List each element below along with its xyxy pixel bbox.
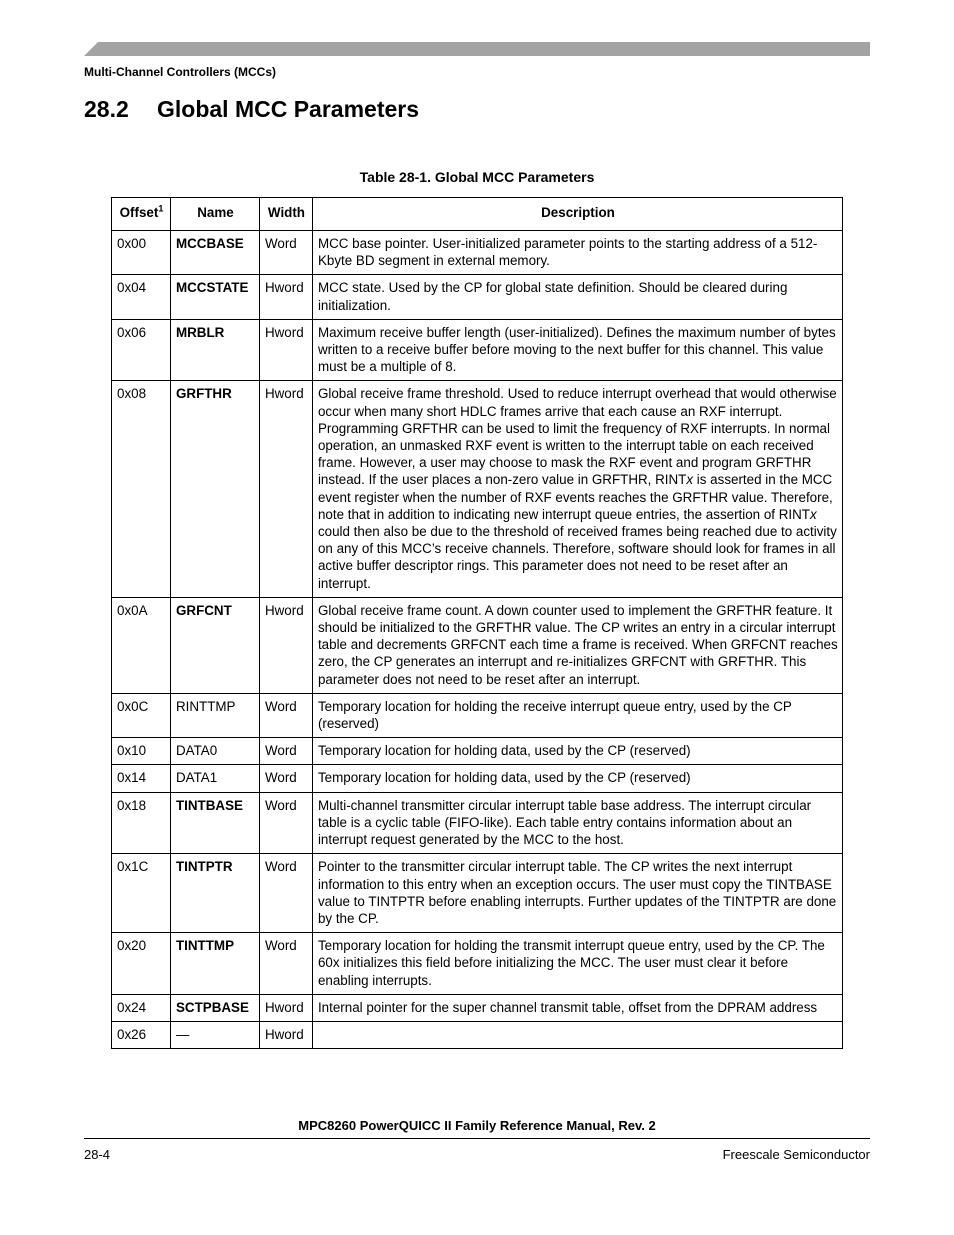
cell-width: Hword <box>259 381 312 597</box>
cell-description <box>312 381 842 597</box>
cell-width: Hword <box>259 319 312 381</box>
cell-offset: 0x06 <box>112 319 171 381</box>
header-decorative-bar <box>84 42 870 56</box>
table-row <box>112 738 843 765</box>
description-text: Maximum receive buffer length (user-initialized). Defines the maximum number of bytes written to a receive buffer before moving to the next buffer for this channel. This value must be a multiple of 8. <box>317 324 836 375</box>
cell-offset: 0x26 <box>112 1021 171 1048</box>
cell-description <box>312 597 842 693</box>
table-row <box>112 994 843 1021</box>
page-number: 28-4 <box>84 1147 111 1162</box>
cell-width: Word <box>259 231 312 275</box>
cell-width: Hword <box>259 597 312 693</box>
cell-name: MCCSTATE <box>170 275 259 319</box>
cell-description <box>312 994 842 1021</box>
cell-offset: 0x1C <box>112 854 171 933</box>
section-title <box>84 96 419 123</box>
cell-name: GRFTHR <box>170 381 259 597</box>
column-header-offset: Offset$^1$ <box>112 198 171 231</box>
cell-name: SCTPBASE <box>170 994 259 1021</box>
table-header-row <box>112 198 843 231</box>
cell-name: TINTBASE <box>170 792 259 854</box>
table-row <box>112 381 843 597</box>
italic-variable: x <box>809 506 817 522</box>
cell-offset: 0x08 <box>112 381 171 597</box>
description-text: MCC state. Used by the CP for global state definition. Should be cleared during initialization. <box>317 280 788 313</box>
cell-description <box>312 231 842 275</box>
table-row <box>112 792 843 854</box>
cell-description <box>312 933 842 995</box>
cell-name: DATA0 <box>170 738 259 765</box>
cell-name: RINTTMP <box>170 693 259 737</box>
cell-name: — <box>170 1021 259 1048</box>
cell-width: Word <box>259 765 312 792</box>
description-text: Global receive frame threshold. Used to reduce interrupt overhead that would otherwise occur when many short HDLC frames arrive that each cause an RXF interrupt. Programming GRFTHR can be used to limit the frequency of RXF interrupts. In normal operation, an unmasked RXF event is written to the interrupt table on each received frame. However, a user may choose to mask the RXF event and program GRFTHR instead. If the user places a non-zero value in GRFTHR, RINT <box>317 386 837 488</box>
description-text: Global receive frame count. A down counter used to implement the GRFTHR feature. It should be initialized to the GRFTHR value. The CP writes an entry in a circular interrupt table and decrements GRFCNT each time a frame is received. When GRFCNT reaches zero, the CP generates an interrupt and re-initializes GRFCNT with GRFTHR. This parameter does not need to be reset after an interrupt. <box>317 602 838 687</box>
section-title-text: Global MCC Parameters <box>157 96 420 122</box>
publisher-name: Freescale Semiconductor <box>722 1147 870 1162</box>
cell-description <box>312 854 842 933</box>
cell-width: Hword <box>259 1021 312 1048</box>
cell-width: Word <box>259 693 312 737</box>
cell-name: TINTTMP <box>170 933 259 995</box>
description-text: Temporary location for holding data, used by the CP (reserved) <box>317 743 691 759</box>
italic-variable: x <box>686 472 694 488</box>
description-text: Temporary location for holding data, used by the CP (reserved) <box>317 770 691 786</box>
table-row <box>112 1021 843 1048</box>
section-number: 28.2 <box>84 96 129 122</box>
cell-offset: 0x0C <box>112 693 171 737</box>
table-row <box>112 275 843 319</box>
cell-width: Word <box>259 738 312 765</box>
table-row <box>112 319 843 381</box>
table-row <box>112 765 843 792</box>
footnote-marker: 1 <box>158 203 164 214</box>
cell-offset: 0x24 <box>112 994 171 1021</box>
cell-width: Word <box>259 792 312 854</box>
cell-offset: 0x0A <box>112 597 171 693</box>
column-header-description: Description <box>312 198 842 231</box>
description-text: Pointer to the transmitter circular interrupt table. The CP writes the next interrupt information to this entry when an exception occurs. The user must copy the TINTBASE value to TINTPTR before enabling interrupts. Further updates of the TINTPTR are done by the CP. <box>317 859 837 926</box>
cell-name: MCCBASE <box>170 231 259 275</box>
table-row <box>112 597 843 693</box>
table-row <box>112 231 843 275</box>
cell-width: Hword <box>259 275 312 319</box>
cell-width: Word <box>259 933 312 995</box>
cell-description <box>312 1021 842 1048</box>
footer-manual-title: MPC8260 PowerQUICC II Family Reference Manual, Rev. 2 <box>298 1118 656 1133</box>
description-text: Multi-channel transmitter circular interrupt table base address. The interrupt circular table is a cyclic table (FIFO-like). Each table entry contains information about an interrupt request generated by the MCC to the host. <box>317 797 812 848</box>
column-header-name: Name <box>170 198 259 231</box>
cell-width: Hword <box>259 994 312 1021</box>
cell-description <box>312 319 842 381</box>
cell-name: GRFCNT <box>170 597 259 693</box>
cell-description <box>312 765 842 792</box>
cell-offset: 0x10 <box>112 738 171 765</box>
table-body <box>112 231 843 1049</box>
description-text: Internal pointer for the super channel transmit table, offset from the DPRAM address <box>317 999 818 1015</box>
table-row <box>112 933 843 995</box>
cell-description <box>312 738 842 765</box>
cell-offset: 0x20 <box>112 933 171 995</box>
column-header-width: Width <box>259 198 312 231</box>
cell-description <box>312 693 842 737</box>
cell-name: DATA1 <box>170 765 259 792</box>
description-text: could then also be due to the threshold of received frames being reached due to activity on any of this MCC’s receive channels. Therefore, software should look for frames in all active buffer descriptor rings. This parameter does not need to be reset after an interrupt. <box>317 524 837 591</box>
description-text: Temporary location for holding the transmit interrupt queue entry, used by the CP. The 60x initializes this field before initializing the MCC. The user must clear it before enabling interrupts. <box>317 938 825 988</box>
cell-name: TINTPTR <box>170 854 259 933</box>
description-text: Temporary location for holding the receive interrupt queue entry, used by the CP (reserved) <box>317 698 792 732</box>
cell-width: Word <box>259 854 312 933</box>
description-text: MCC base pointer. User-initialized parameter points to the starting address of a 512-Kbyte BD segment in external memory. <box>317 236 818 269</box>
cell-offset: 0x00 <box>112 231 171 275</box>
running-head: Multi-Channel Controllers (MCCs) <box>84 65 276 79</box>
cell-description <box>312 275 842 319</box>
table-row <box>112 693 843 737</box>
table-row <box>112 854 843 933</box>
cell-description <box>312 792 842 854</box>
cell-offset: 0x04 <box>112 275 171 319</box>
description-text: is asserted in the MCC event register when the number of RXF events reaches the GRFTHR value. Therefore, note that in addition to indicating new interrupt queue entries, the assertion of RINT <box>317 472 833 522</box>
footer-divider <box>84 1138 870 1139</box>
table-caption: Table 28-1. Global MCC Parameters <box>359 169 595 185</box>
global-mcc-parameters-table <box>111 197 843 1049</box>
cell-name: MRBLR <box>170 319 259 381</box>
cell-offset: 0x18 <box>112 792 171 854</box>
cell-offset: 0x14 <box>112 765 171 792</box>
